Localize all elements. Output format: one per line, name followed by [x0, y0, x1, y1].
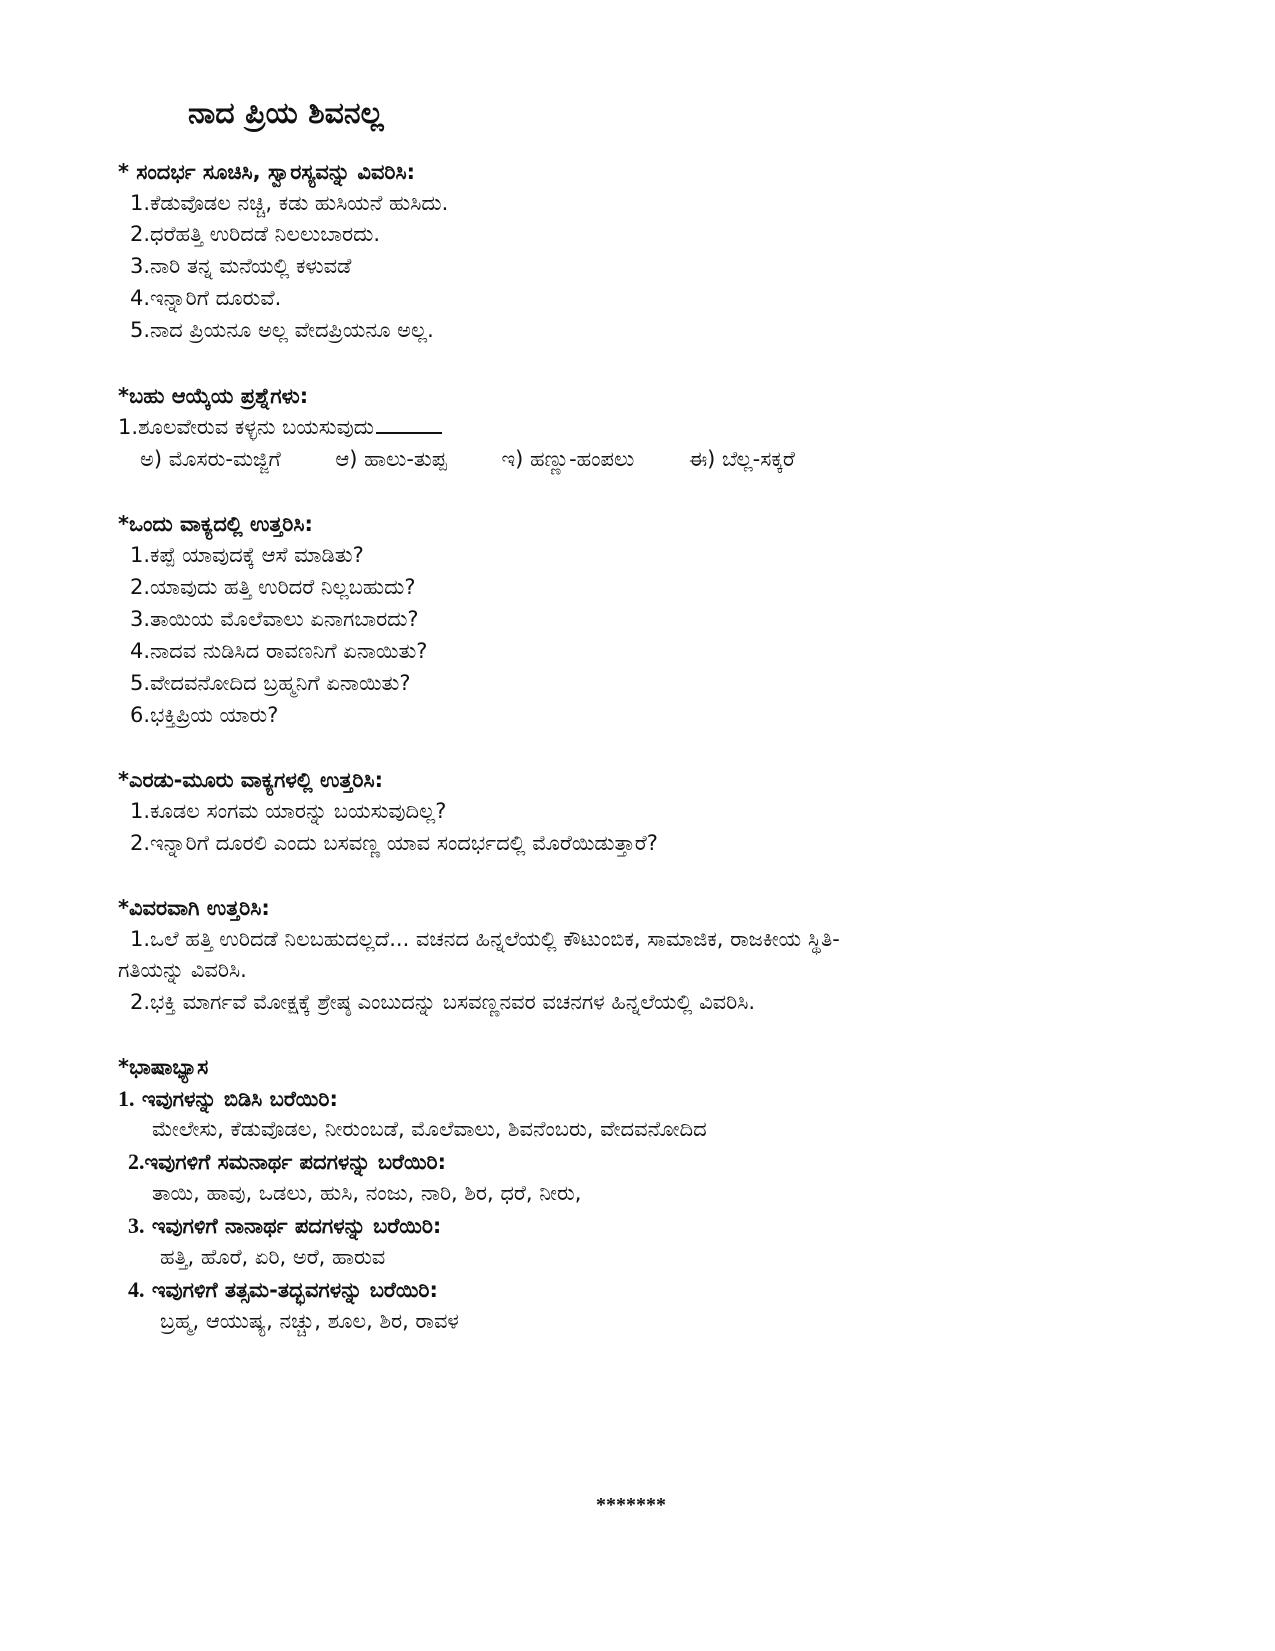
- exercise-content: ಬ್ರಹ್ಮ, ಆಯುಷ್ಯ, ನಚ್ಚು, ಶೂಲ, ಶಿರ, ರಾವಳ: [160, 1309, 459, 1333]
- mcq-options: [140, 447, 843, 472]
- page-title: ನಾದ ಪ್ರಿಯ ಶಿವನಲ್ಲ: [188, 96, 384, 131]
- short-answer-item: 1.ಕೂಡಲ ಸಂಗಮ ಯಾರನ್ನು ಬಯಸುವುದಿಲ್ಲ?: [130, 799, 447, 823]
- context-item: 2.ಧರೆಹತ್ತಿ ಉರಿದಡೆ ನಿಲಲುಬಾರದು.: [130, 222, 381, 246]
- language-exercise-heading: [128, 1149, 446, 1175]
- one-sentence-item: 6.ಭಕ್ತಿಪ್ರಿಯ ಯಾರು?: [130, 703, 279, 727]
- one-sentence-item: 1.ಕಪ್ಪೆ ಯಾವುದಕ್ಕೆ ಆಸೆ ಮಾಡಿತು?: [130, 543, 364, 567]
- mcq-option: ಇ) ಹಣ್ಣು-ಹಂಪಲು: [501, 447, 635, 471]
- mcq-option: ಆ) ಹಾಲು-ತುಪ್ಪ: [335, 447, 447, 471]
- exercise-number: 2.: [128, 1149, 145, 1174]
- mcq-option: ಈ) ಬೆಲ್ಲ-ಸಕ್ಕರೆ: [688, 447, 795, 471]
- one-sentence-item: 5.ವೇದವನೋದಿದ ಬ್ರಹ್ಮನಿಗೆ ಏನಾಯಿತು?: [130, 671, 411, 695]
- language-exercise-heading: [118, 1086, 338, 1112]
- section-heading-language-practice: *ಭಾಷಾಭ್ಯಾಸ: [118, 1055, 209, 1079]
- mcq-question: [118, 415, 442, 440]
- language-exercise-heading: [128, 1213, 441, 1239]
- exercise-label: ಇವುಗಳಿಗೆ ನಾನಾರ್ಥ ಪದಗಳನ್ನು ಬರೆಯಿರಿ:: [151, 1214, 442, 1238]
- exercise-number: 1.: [118, 1086, 135, 1111]
- exercise-label: ಇವುಗಳಿಗೆ ತತ್ಸಮ-ತದ್ಭವಗಳನ್ನು ಬರೆಯಿರಿ:: [151, 1278, 438, 1302]
- mcq-question-text: 1.ಶೂಲವೇರುವ ಕಳ್ಳನು ಬಯಸುವುದು: [118, 415, 374, 439]
- detailed-item-line: 1.ಒಲೆ ಹತ್ತಿ ಉರಿದಡೆ ನಿಲಬಹುದಲ್ಲದೆ... ವಚನದ ಹಿನ್ನಲೆಯಲ್ಲಿ ಕೌಟುಂಬಿಕ, ಸಾಮಾಜಿಕ, ರಾಜಕೀಯ ಸ್ಥಿತಿ-: [130, 927, 840, 951]
- end-marker: *******: [596, 1494, 666, 1516]
- exercise-content: ತಾಯಿ, ಹಾವು, ಒಡಲು, ಹುಸಿ, ನಂಜು, ನಾರಿ, ಶಿರ, ಧರೆ, ನೀರು,: [152, 1181, 582, 1205]
- context-item: 4.ಇನ್ನಾರಿಗೆ ದೂರುವೆ.: [130, 286, 282, 310]
- exercise-content: ಹತ್ತಿ, ಹೊರೆ, ಏರಿ, ಅರೆ, ಹಾರುವ: [160, 1245, 386, 1269]
- section-heading-one-sentence: *ಒಂದು ವಾಕ್ಯದಲ್ಲಿ ಉತ್ತರಿಸಿ:: [118, 512, 313, 536]
- exercise-number: 3.: [128, 1213, 145, 1238]
- context-item: 5.ನಾದ ಪ್ರಿಯನೂ ಅಲ್ಲ ವೇದಪ್ರಿಯನೂ ಅಲ್ಲ.: [130, 318, 434, 342]
- answer-blank: [376, 432, 442, 434]
- one-sentence-item: 3.ತಾಯಿಯ ಮೊಲೆವಾಲು ಏನಾಗಬಾರದು?: [130, 607, 419, 631]
- language-exercise-heading: [128, 1277, 438, 1303]
- detailed-item: 2.ಭಕ್ತಿ ಮಾರ್ಗವೆ ಮೋಕ್ಷಕ್ಕೆ ಶ್ರೇಷ್ಠ ಎಂಬುದನ್ನು ಬಸವಣ್ಣನವರ ವಚನಗಳ ಹಿನ್ನಲೆಯಲ್ಲಿ ವಿವರಿಸಿ.: [130, 990, 756, 1014]
- short-answer-item: 2.ಇನ್ನಾರಿಗೆ ದೂರಲಿ ಎಂದು ಬಸವಣ್ಣ ಯಾವ ಸಂದರ್ಭದಲ್ಲಿ ಮೊರೆಯಿಡುತ್ತಾರೆ?: [130, 831, 658, 855]
- one-sentence-item: 4.ನಾದವ ನುಡಿಸಿದ ರಾವಣನಿಗೆ ಏನಾಯಿತು?: [130, 639, 428, 663]
- one-sentence-item: 2.ಯಾವುದು ಹತ್ತಿ ಉರಿದರೆ ನಿಲ್ಲಬಹುದು?: [130, 575, 416, 599]
- exercise-number: 4.: [128, 1277, 145, 1302]
- section-heading-detailed: *ವಿವರವಾಗಿ ಉತ್ತರಿಸಿ:: [118, 896, 270, 920]
- context-item: 1.ಕೆಡುವೊಡಲ ನಚ್ಚಿ, ಕಡು ಹುಸಿಯನೆ ಹುಸಿದು.: [130, 191, 449, 215]
- detailed-item-line: ಗತಿಯನ್ನು ವಿವರಿಸಿ.: [118, 958, 247, 982]
- exercise-content: ಮೇಲೇಸು, ಕೆಡುವೊಡಲ, ನೀರುಂಬಡೆ, ಮೊಲೆವಾಲು, ಶಿವನೆಂಬರು, ವೇದವನೋದಿದ: [152, 1117, 707, 1141]
- mcq-option: ಅ) ಮೊಸರು-ಮಜ್ಜಿಗೆ: [140, 447, 281, 471]
- section-heading-context: * ಸಂದರ್ಭ ಸೂಚಿಸಿ, ಸ್ವಾರಸ್ಯವನ್ನು ವಿವರಿಸಿ:: [118, 160, 416, 184]
- context-item: 3.ನಾರಿ ತನ್ನ ಮನೆಯಲ್ಲಿ ಕಳುವಡೆ: [130, 254, 352, 278]
- section-heading-mcq: *ಬಹು ಆಯ್ಕೆಯ ಪ್ರಶ್ನೆಗಳು:: [118, 384, 309, 408]
- exercise-label: ಇವುಗಳನ್ನು ಬಿಡಿಸಿ ಬರೆಯಿರಿ:: [141, 1087, 338, 1111]
- section-heading-two-three-sentences: *ಎರಡು-ಮೂರು ವಾಕ್ಯಗಳಲ್ಲಿ ಉತ್ತರಿಸಿ:: [118, 768, 384, 792]
- exercise-label: ಇವುಗಳಿಗೆ ಸಮನಾರ್ಥ ಪದಗಳನ್ನು ಬರೆಯಿರಿ:: [144, 1150, 447, 1174]
